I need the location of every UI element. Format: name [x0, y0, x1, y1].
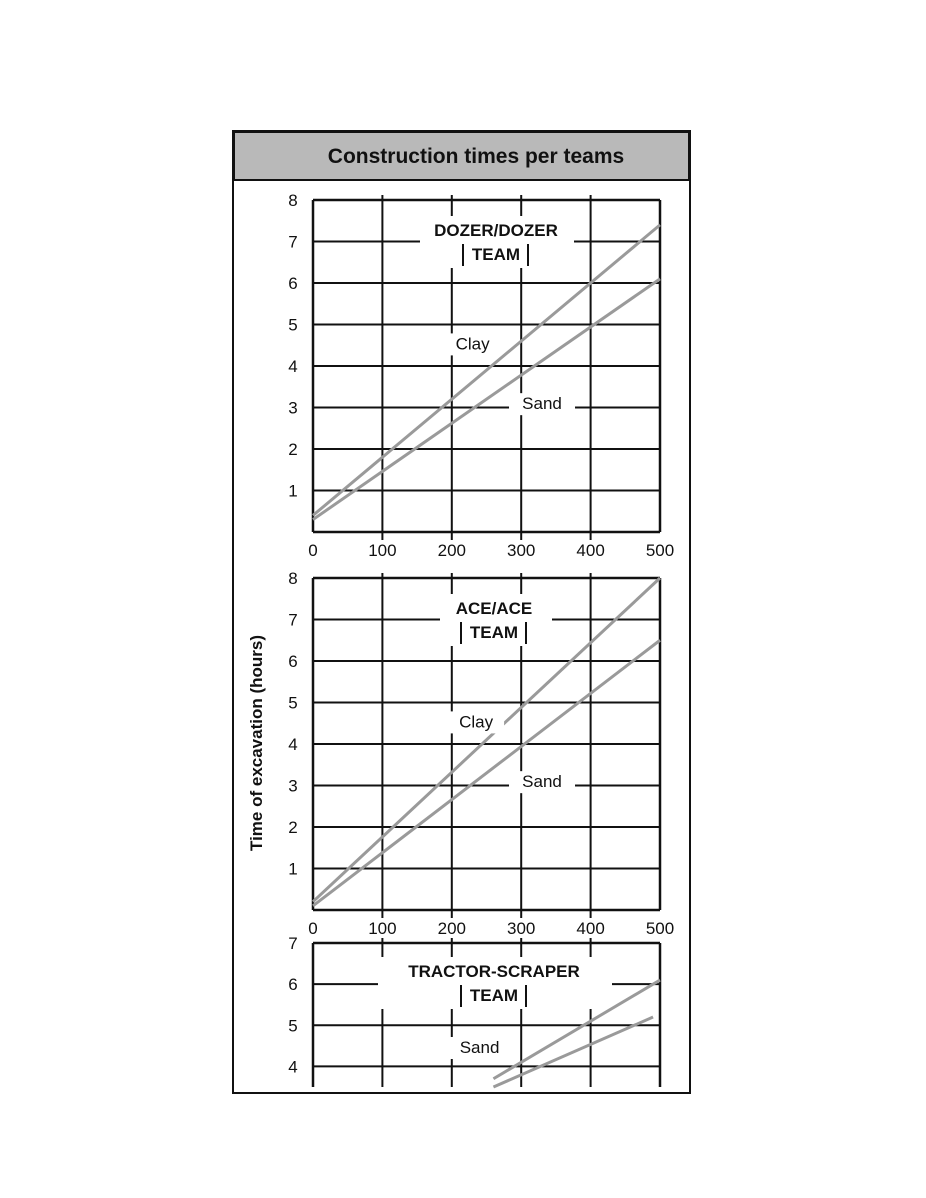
x-tick-label: 200 [437, 541, 466, 560]
series-line-clay [313, 225, 660, 516]
y-tick-label: 5 [288, 315, 298, 335]
figure-title: Construction times per teams [327, 145, 625, 168]
series-label-clay: Clay [455, 334, 490, 354]
y-tick-label: 5 [288, 1016, 298, 1036]
x-tick-label: 100 [368, 541, 397, 560]
y-tick-label: 8 [288, 191, 298, 210]
y-tick-label: 3 [288, 398, 298, 418]
series-line-sand [313, 640, 660, 906]
x-tick-label: 200 [437, 919, 466, 938]
x-tick-label: 500 [645, 919, 675, 938]
y-tick-label: 7 [288, 934, 298, 953]
y-tick-label: 1 [288, 859, 298, 879]
x-tick-label: 100 [368, 919, 397, 938]
panel-title-line: TEAM [471, 245, 521, 264]
y-tick-label: 4 [288, 357, 298, 376]
x-tick-label: 0 [308, 919, 318, 938]
panel-title-line: DOZER/DOZER [434, 221, 558, 240]
y-tick-label: 2 [288, 818, 298, 837]
ace-ace-team-chart [288, 569, 674, 938]
x-tick-label: 0 [308, 541, 318, 560]
x-tick-label: 300 [507, 541, 536, 560]
y-tick-label: 5 [288, 693, 298, 713]
y-tick-label: 4 [288, 735, 298, 754]
y-tick-label: 6 [288, 652, 298, 671]
y-tick-label: 6 [288, 274, 298, 293]
series-label-sand: Sand [459, 1038, 500, 1057]
panel-title-line: ACE/ACE [455, 599, 533, 618]
series-label-sand: Sand [522, 772, 562, 792]
y-axis-label: Time of excavation (hours) [247, 634, 266, 852]
y-tick-label: 7 [288, 610, 298, 630]
dozer-dozer-team-chart [288, 191, 674, 560]
series-label-sand: Sand [522, 394, 562, 414]
x-tick-label: 500 [645, 541, 675, 560]
series-line-sand [313, 279, 660, 520]
x-tick-label: 300 [507, 919, 536, 938]
y-tick-label: 8 [288, 569, 298, 588]
series-label-clay: Clay [459, 712, 494, 732]
panel-title-line: TEAM [469, 986, 519, 1005]
series-line-unlabeled [493, 1017, 653, 1087]
y-tick-label: 6 [288, 975, 298, 995]
panel-title-line: TEAM [469, 623, 519, 642]
x-tick-label: 400 [576, 541, 605, 560]
tractor-scraper-team-chart [288, 934, 660, 1087]
y-tick-label: 4 [288, 1057, 298, 1077]
y-tick-label: 2 [288, 440, 298, 459]
y-tick-label: 3 [288, 776, 298, 796]
x-tick-label: 400 [576, 919, 605, 938]
y-tick-label: 1 [288, 481, 298, 501]
y-tick-label: 7 [288, 232, 298, 252]
panel-title-line: TRACTOR-SCRAPER [408, 962, 580, 981]
